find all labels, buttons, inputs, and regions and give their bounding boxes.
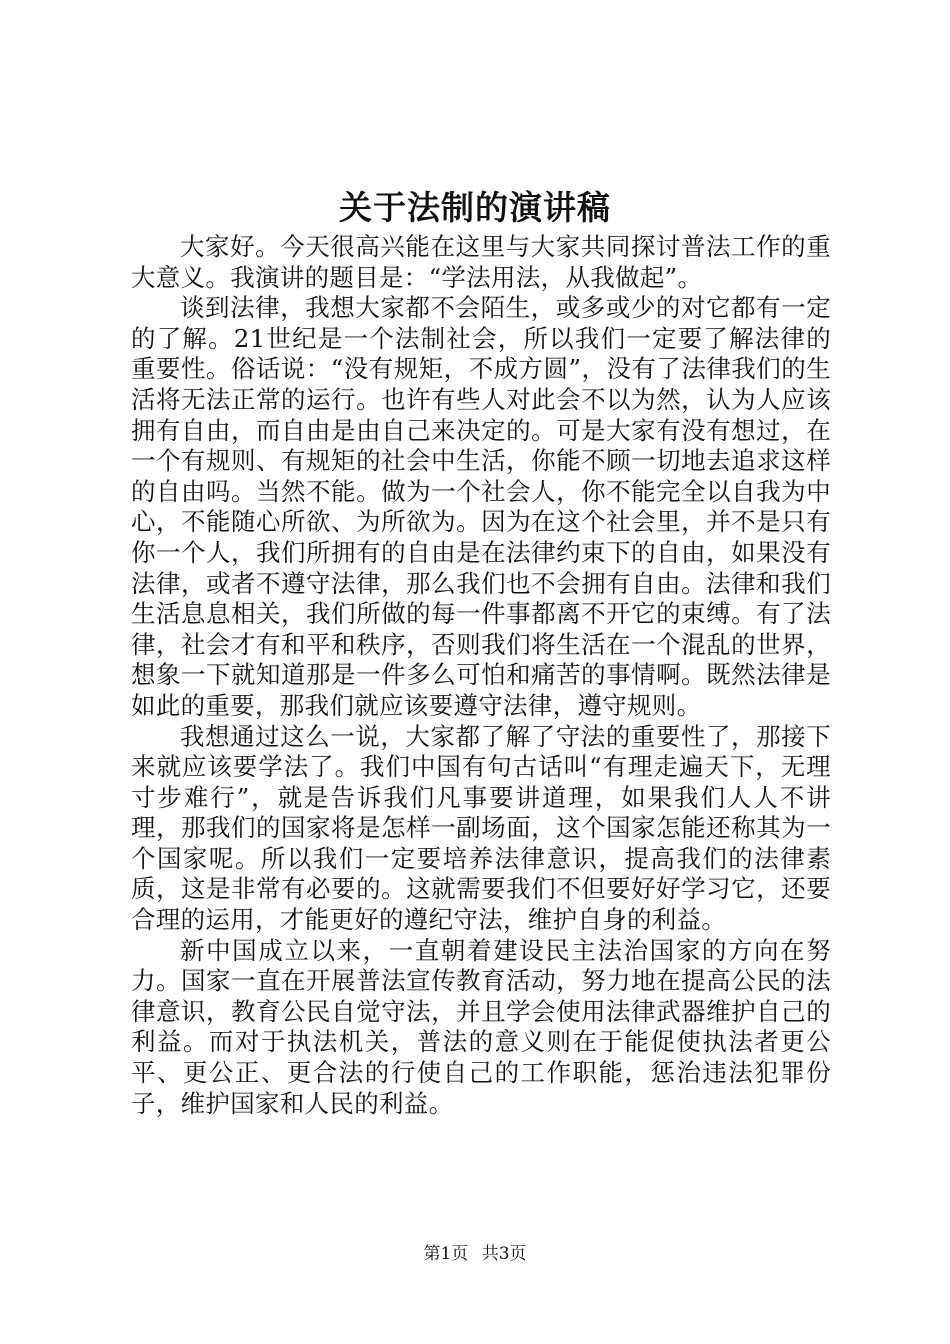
paragraph-4: 新中国成立以来，一直朝着建设民主法治国家的方向在努力。国家一直在开展普法宣传教育活动，努力地在提高公民的法律意识，教育公民自觉守法，并且学会使用法律武器维护自己的利益。而对于执法机关，普法的意义则在于能促使执法者更公平、更公正、更合法的行使自己的工作职能，惩治违法犯罪份子，维护国家和人民的利益。	[131, 935, 831, 1118]
paragraph-2: 谈到法律，我想大家都不会陌生，或多或少的对它都有一定的了解。21世纪是一个法制社会，所以我们一定要了解法律的重要性。俗话说：“没有规矩，不成方圆”，没有了法律我们的生活将无法正常的运行。也许有些人对此会不以为然，认为人应该拥有自由，而自由是由自己来决定的。可是大家有没有想过，在一个有规则、有规矩的社会中生活，你能不顾一切地去追求这样的自由吗。当然不能。做为一个社会人，你不能完全以自我为中心，不能随心所欲、为所欲为。因为在这个社会里，并不是只有你一个人，我们所拥有的自由是在法律约束下的自由，如果没有法律，或者不遵守法律，那么我们也不会拥有自由。法律和我们生活息息相关，我们所做的每一件事都离不开它的束缚。有了法律，社会才有和平和秩序，否则我们将生活在一个混乱的世界，想象一下就知道那是一件多么可怕和痛苦的事情啊。既然法律是如此的重要，那我们就应该要遵守法律，遵守规则。	[131, 293, 831, 720]
document-body	[131, 232, 831, 1119]
paragraph-3: 我想通过这么一说，大家都了解了守法的重要性了，那接下来就应该要学法了。我们中国有句古话叫“有理走遍天下，无理寸步难行”，就是告诉我们凡事要讲道理，如果我们人人不讲理，那我们的国家将是怎样一副场面，这个国家怎能还称其为一个国家呢。所以我们一定要培养法律意识，提高我们的法律素质，这是非常有必要的。这就需要我们不但要好好学习它，还要合理的运用，才能更好的遵纪守法，维护自身的利益。	[131, 721, 831, 935]
paragraph-1: 大家好。今天很高兴能在这里与大家共同探讨普法工作的重大意义。我演讲的题目是：“学法用法，从我做起”。	[131, 232, 831, 292]
page-total: 共3页	[481, 1244, 527, 1264]
page-number: 第1页	[423, 1244, 469, 1264]
page-title: 关于法制的演讲稿	[339, 188, 611, 227]
page-footer	[0, 1242, 950, 1266]
